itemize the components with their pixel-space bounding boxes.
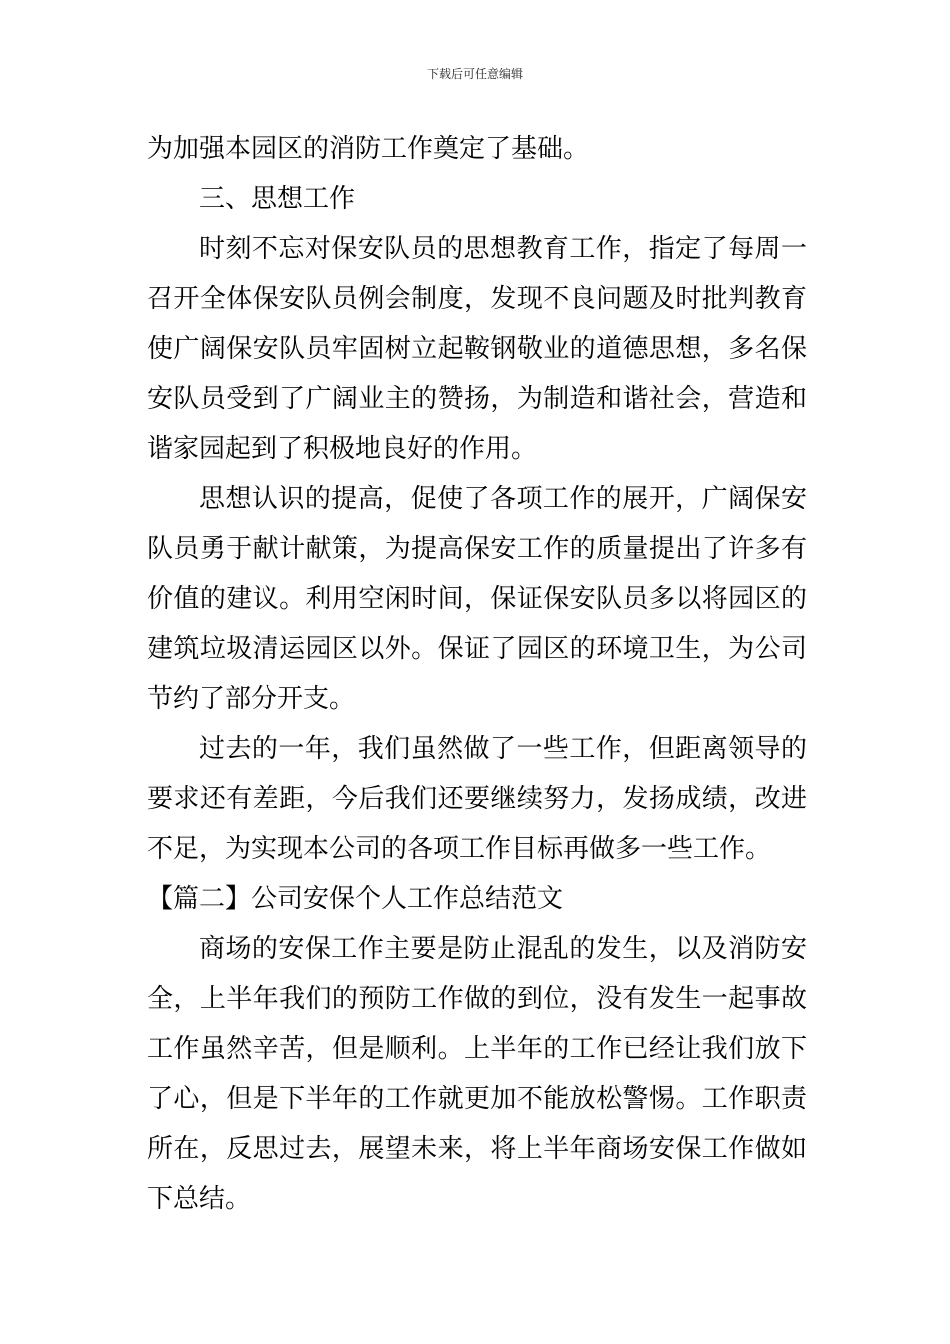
- text-line: 要求还有差距，今后我们还要继续努力，发扬成绩，改进: [147, 784, 807, 814]
- page-header-note: 下载后可任意编辑: [426, 67, 523, 81]
- text-line: 三、思想工作: [199, 184, 356, 214]
- text-line: 使广阔保安队员牢固树立起鞍钢敬业的道德思想，多名保: [147, 334, 807, 364]
- text-line: 商场的安保工作主要是防止混乱的发生，以及消防安: [199, 934, 807, 964]
- text-line: 全，上半年我们的预防工作做的到位，没有发生一起事故: [147, 984, 807, 1014]
- text-line: 节约了部分开支。: [147, 684, 356, 714]
- text-line: 思想认识的提高，促使了各项工作的展开，广阔保安: [199, 484, 807, 514]
- text-line: 安队员受到了广阔业主的赞扬，为制造和谐社会，营造和: [147, 384, 807, 414]
- text-line: 工作虽然辛苦，但是顺利。上半年的工作已经让我们放下: [147, 1034, 807, 1064]
- text-line: 召开全体保安队员例会制度，发现不良问题及时批判教育: [147, 284, 807, 314]
- text-line: 过去的一年，我们虽然做了一些工作，但距离领导的: [199, 734, 807, 764]
- text-line: 建筑垃圾清运园区以外。保证了园区的环境卫生，为公司: [147, 634, 807, 664]
- text-line: 所在，反思过去，展望未来，将上半年商场安保工作做如: [147, 1134, 807, 1164]
- text-line: 【篇二】公司安保个人工作总结范文: [147, 884, 564, 914]
- document-body: [147, 124, 807, 1224]
- text-line: 为加强本园区的消防工作奠定了基础。: [147, 134, 590, 164]
- text-line: 了心，但是下半年的工作就更加不能放松警惕。工作职责: [147, 1084, 807, 1114]
- text-line: 下总结。: [147, 1184, 252, 1214]
- text-line: 时刻不忘对保安队员的思想教育工作，指定了每周一: [199, 234, 807, 264]
- text-line: 不足，为实现本公司的各项工作目标再做多一些工作。: [147, 834, 772, 864]
- text-line: 价值的建议。利用空闲时间，保证保安队员多以将园区的: [147, 584, 807, 614]
- text-line: 谐家园起到了积极地良好的作用。: [147, 434, 538, 464]
- text-line: 队员勇于献计献策，为提高保安工作的质量提出了许多有: [147, 534, 807, 564]
